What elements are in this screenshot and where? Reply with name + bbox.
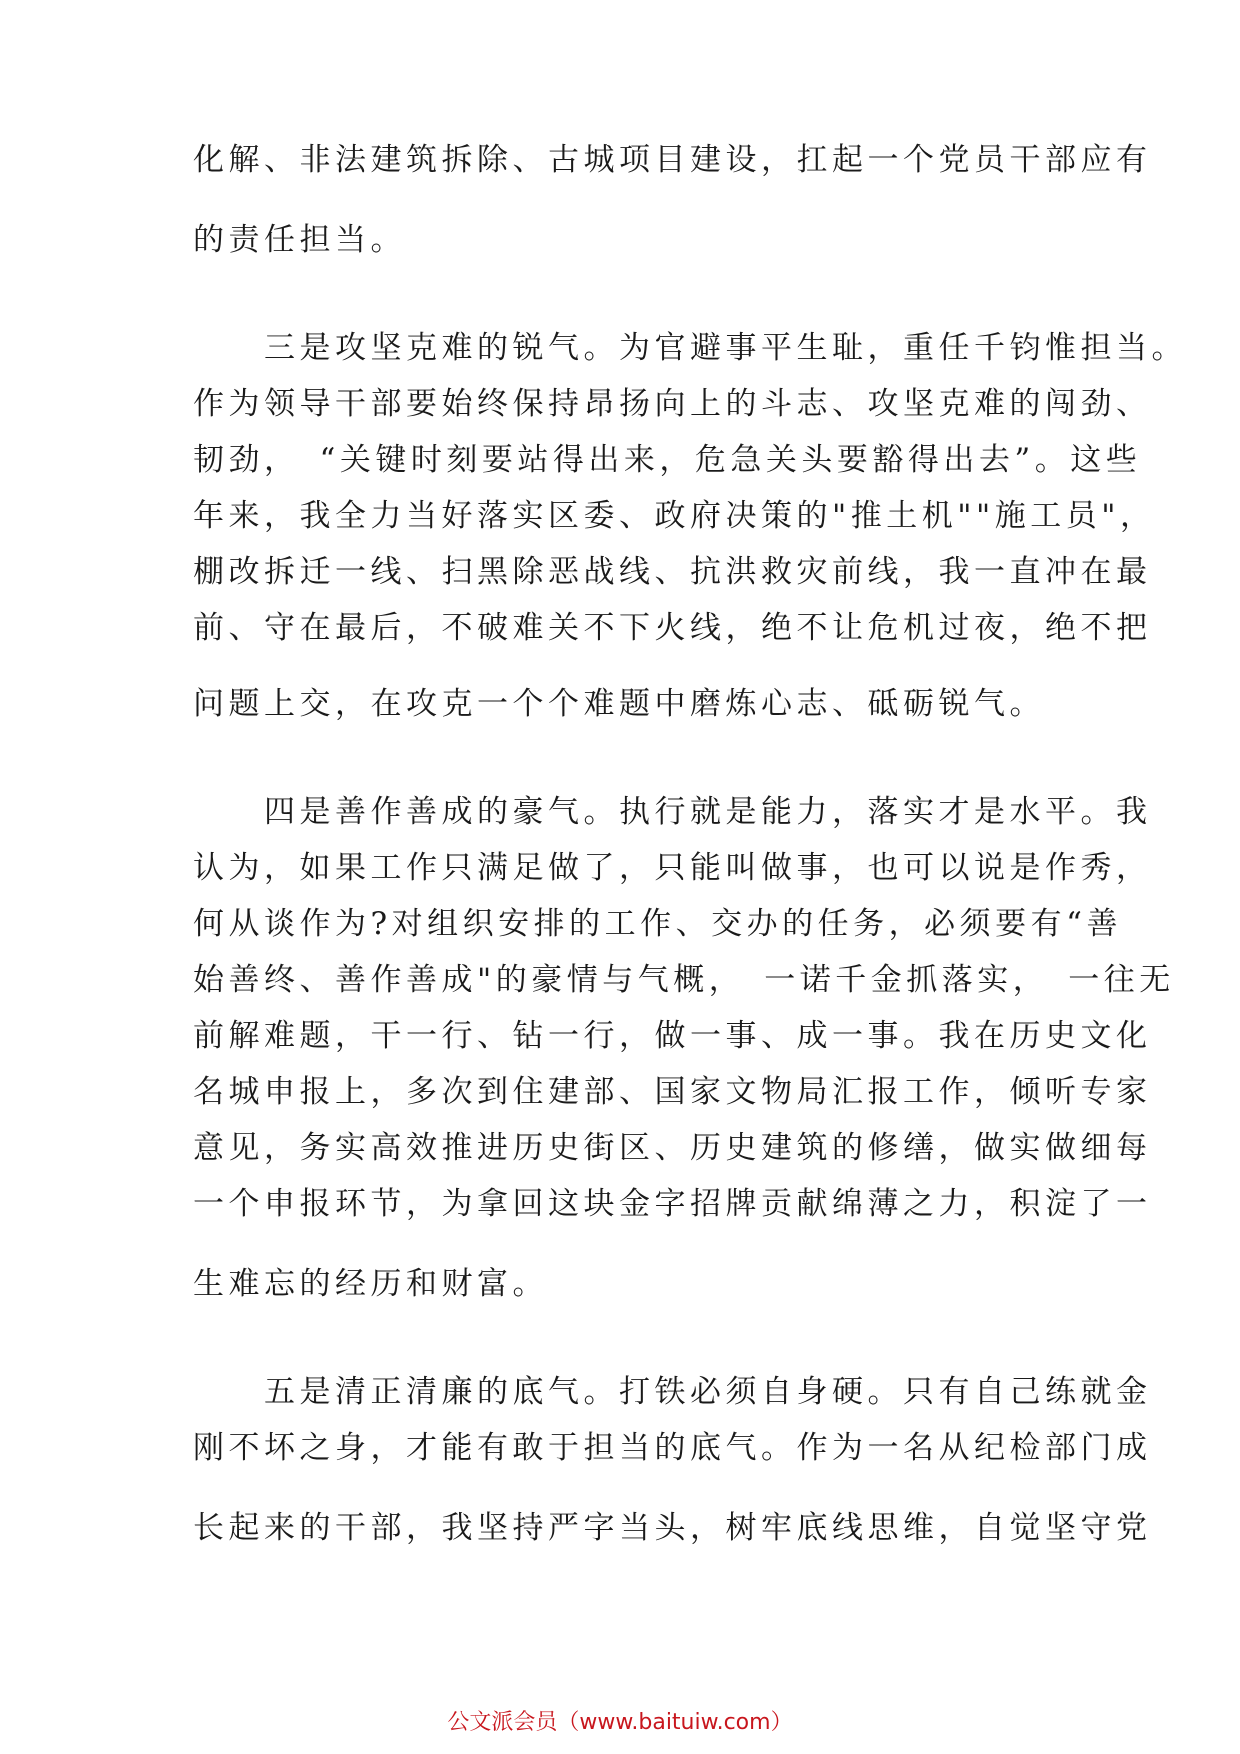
paragraph-3-line-9: 生难忘的经历和财富。 (193, 1266, 548, 1302)
paragraph-3-line-4: 始善终、善作善成"的豪情与气概， 一诺千金抓落实， 一往无 (193, 962, 1175, 998)
paragraph-3-line-2: 认为，如果工作只满足做了，只能叫做事，也可以说是作秀， (193, 850, 1152, 886)
paragraph-3-line-3: 何从谈作为?对组织安排的工作、交办的任务，必须要有“善 (193, 906, 1122, 942)
paragraph-4-line-2: 刚不坏之身，才能有敢于担当的底气。作为一名从纪检部门成 (193, 1430, 1152, 1466)
paragraph-3-line-8: 一个申报环节，为拿回这块金字招牌贡献绵薄之力，积淀了一 (193, 1186, 1152, 1222)
paragraph-3-line-7: 意见，务实高效推进历史街区、历史建筑的修缮，做实做细每 (193, 1130, 1152, 1166)
paragraph-2-line-4: 年来，我全力当好落实区委、政府决策的"推土机""施工员"， (193, 498, 1156, 534)
paragraph-2-line-1: 三是攻坚克难的锐气。为官避事平生耻，重任千钧惟担当。 (193, 330, 1187, 366)
paragraph-2-line-7: 问题上交，在攻克一个个难题中磨炼心志、砥砺锐气。 (193, 686, 1045, 722)
paragraph-3-line-6: 名城申报上，多次到住建部、国家文物局汇报工作，倾听专家 (193, 1074, 1152, 1110)
paragraph-1-line-2: 的责任担当。 (193, 222, 406, 258)
paragraph-2-line-3: 韧劲， “关键时刻要站得出来，危急关头要豁得出去”。这些 (193, 442, 1142, 478)
footer-watermark: 公文派会员（www.baituiw.com） (447, 1710, 793, 1735)
paragraph-2-line-5: 棚改拆迁一线、扫黑除恶战线、抗洪救灾前线，我一直冲在最 (193, 554, 1152, 590)
paragraph-4-line-1: 五是清正清廉的底气。打铁必须自身硬。只有自己练就金 (193, 1374, 1152, 1410)
paragraph-4-line-3: 长起来的干部，我坚持严字当头，树牢底线思维，自觉坚守党 (193, 1510, 1152, 1546)
paragraph-2-line-2: 作为领导干部要始终保持昂扬向上的斗志、攻坚克难的闯劲、 (193, 386, 1152, 422)
paragraph-2-line-6: 前、守在最后，不破难关不下火线，绝不让危机过夜，绝不把 (193, 610, 1152, 646)
paragraph-3-line-5: 前解难题，干一行、钻一行，做一事、成一事。我在历史文化 (193, 1018, 1152, 1054)
paragraph-1-line-1: 化解、非法建筑拆除、古城项目建设，扛起一个党员干部应有 (193, 142, 1152, 178)
paragraph-3-line-1: 四是善作善成的豪气。执行就是能力，落实才是水平。我 (193, 794, 1152, 830)
